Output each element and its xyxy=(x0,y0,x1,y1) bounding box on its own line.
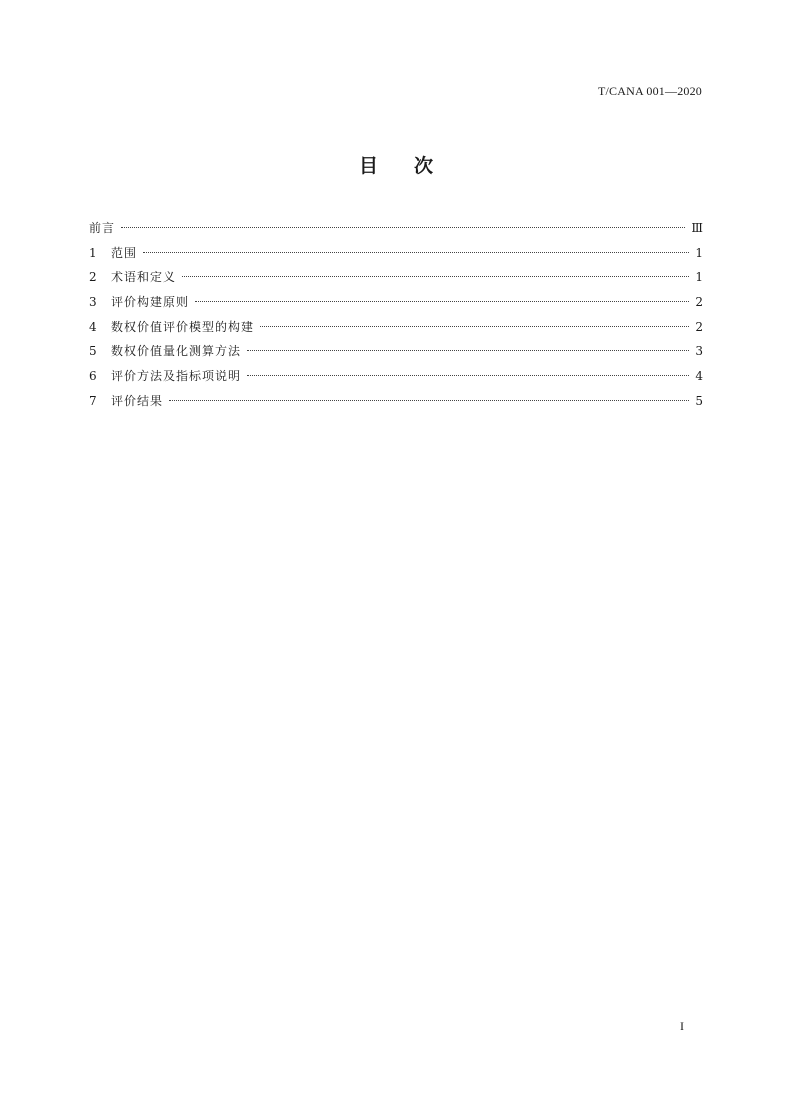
toc-entry-page: 2 xyxy=(695,319,703,334)
toc-entry-2[interactable] xyxy=(89,265,703,290)
toc-entry-number: 7 xyxy=(89,393,97,408)
toc-entry-3[interactable] xyxy=(89,290,703,315)
toc-leader-dots xyxy=(247,350,689,351)
toc-entry-1[interactable] xyxy=(89,241,703,266)
toc-entry-page: 5 xyxy=(695,393,703,408)
toc-leader-dots xyxy=(169,400,689,401)
page-title: 目次 xyxy=(358,155,469,177)
toc-entry-label: 范围 xyxy=(111,245,138,260)
table-of-contents xyxy=(89,216,703,414)
toc-entry-number: 5 xyxy=(89,344,97,359)
toc-entry-label: 评价结果 xyxy=(111,393,164,408)
toc-entry-number: 1 xyxy=(89,245,97,260)
toc-entry-number: 3 xyxy=(89,295,97,310)
toc-leader-dots xyxy=(121,227,685,228)
page-number: I xyxy=(680,1019,684,1033)
toc-entry-6[interactable] xyxy=(89,364,703,389)
toc-entry-number: 6 xyxy=(89,369,97,384)
toc-entry-page: 2 xyxy=(695,295,703,310)
toc-entry-label: 评价方法及指标项说明 xyxy=(111,369,242,384)
toc-leader-dots xyxy=(143,252,689,253)
toc-entry-page: 3 xyxy=(695,344,703,359)
toc-entry-label: 术语和定义 xyxy=(111,270,177,285)
document-code: T/CANA 001—2020 xyxy=(597,84,702,98)
toc-entry-label: 数权价值量化测算方法 xyxy=(111,344,242,359)
toc-entry-page: 1 xyxy=(695,245,703,260)
toc-entry-label: 数权价值评价模型的构建 xyxy=(111,319,255,334)
toc-leader-dots xyxy=(195,301,689,302)
toc-leader-dots xyxy=(247,375,689,376)
toc-leader-dots xyxy=(182,276,689,277)
toc-entry-page: 4 xyxy=(695,369,703,384)
toc-entry-5[interactable] xyxy=(89,339,703,364)
toc-entry-4[interactable] xyxy=(89,315,703,340)
toc-entry-number: 2 xyxy=(89,270,97,285)
toc-leader-dots xyxy=(260,326,689,327)
toc-entry-number: 4 xyxy=(89,319,97,334)
toc-entry-label: 前言 xyxy=(89,221,116,235)
toc-entry-label: 评价构建原则 xyxy=(111,295,190,310)
toc-entry-foreword[interactable] xyxy=(89,216,703,241)
toc-entry-7[interactable] xyxy=(89,389,703,414)
toc-entry-page: 1 xyxy=(695,270,703,285)
toc-entry-page: Ⅲ xyxy=(691,221,703,235)
